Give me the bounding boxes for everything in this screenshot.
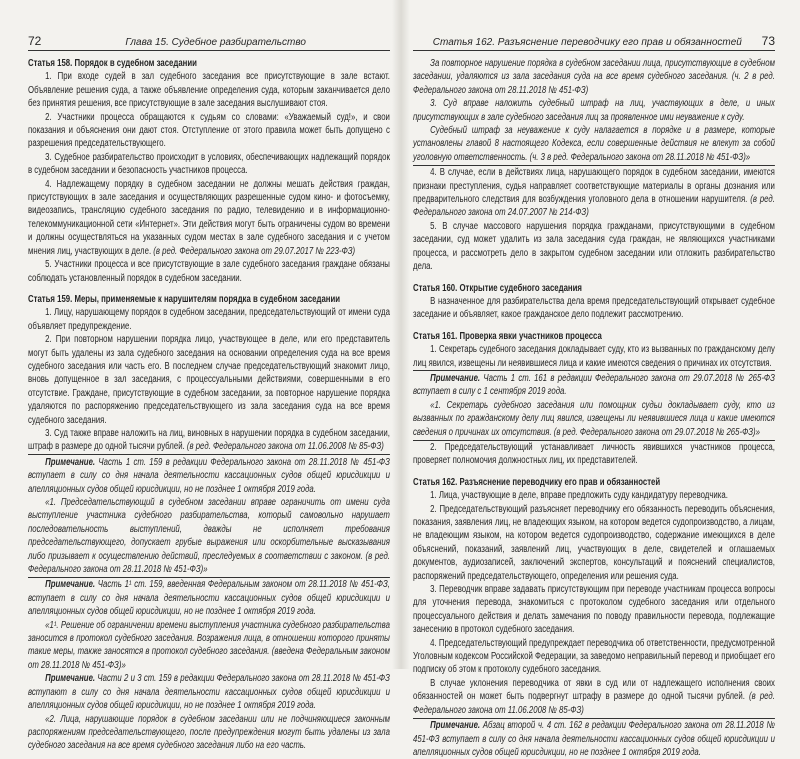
block-text: Статья 162. Разъяснение переводчику его прав и обязанностей xyxy=(413,476,661,488)
note xyxy=(413,719,775,759)
block-text: 3. Суд также вправе наложить на лиц, виновных в нарушении порядка в судебном заседании, штраф в размере до одной тысячи рублей. xyxy=(28,427,390,453)
paragraph xyxy=(413,343,775,370)
block-text: «1¹. Решение об ограничении времени выступления участника судебного разбирательства заносится в протокол судебного заседания. Возражения лица, в отношении которого приняты такие меры, также заносятся в протокол судебного заседания. (введена Федеральным законом от 28.11.2018 № 451-ФЗ)» xyxy=(28,619,390,671)
block-text: «2. Лица, нарушающие порядок в судебном заседании или не подчиняющиеся законным распоряжениям председательствующего, после предупреждения могут быть удалены из зала судебного заседания на все время судебного заседания либо на его часть. xyxy=(28,713,390,752)
amendment-reference: (в ред. Федерального закона от 29.07.2017 № 223-ФЗ) xyxy=(153,245,356,257)
block-text: В случае уклонения переводчика от явки в суд или от надлежащего исполнения своих обязанностей он может быть подвергнут штрафу в размере до одной тысячи рублей. xyxy=(413,677,775,703)
paragraph xyxy=(413,295,775,322)
block-text: 4. В случае, если в действиях лица, нарушающего порядок в судебном заседании, имеются признаки преступления, судья направляет соответствующие материалы в органы дознания или предварительного следствия для возбуждения уголовного дела в отношении нарушителя. xyxy=(413,167,775,206)
block-text: В назначенное для разбирательства дела время председательствующий открывает судебное заседание и объявляет, какое гражданское дело подлежит рассмотрению. xyxy=(413,295,775,321)
quoted-amendment xyxy=(413,124,775,166)
page-number: 73 xyxy=(761,34,775,48)
block-text: «1. Председательствующий в судебном заседании вправе ограничить от имени суда выступление участника судебного разбирательства, который самовольно нарушает последовательность выступлений, дважды не исполняет требования председательствующего, допускает грубые выражения или оскорбительные высказывания либо призывает к осуществлению действий, преследуемых в соответствии с законом. (в ред. Федерального закона от 28.11.2018 № 451-ФЗ)» xyxy=(28,497,390,576)
page-body xyxy=(28,57,390,753)
paragraph xyxy=(413,489,775,502)
quoted-amendment xyxy=(28,713,390,753)
block-text: «1. Секретарь судебного заседания или помощник судьи докладывает суду, кто из вызванных по гражданскому делу лиц явился, извещены ли неявившиеся лица и какие имеются сведения о причинах их отсутствия. (в ред. Федерального закона от 29.07.2018 № 265-ФЗ)» xyxy=(413,399,775,438)
paragraph xyxy=(28,333,390,427)
block-text: За повторное нарушение порядка в судебном заседании лица, присутствующие в судебном заседании, удаляются из зала заседания суда на все время судебного заседания. (ч. 2 в ред. Федерального закона от 28.11.2018 № 451-ФЗ) xyxy=(413,58,775,96)
amendment-reference: (в ред. Федерального закона от 11.06.2008 № 85-ФЗ) xyxy=(413,691,775,716)
book-gutter xyxy=(392,0,410,669)
block-text: Статья 161. Проверка явки участников процесса xyxy=(413,330,602,342)
block-text: 3. Переводчик вправе задавать присутствующим при переводе участникам процесса вопросы для уточнения перевода, знакомиться с протоколом судебного заседания или отдельного процессуального действия и делать замечания по поводу правильности перевода, подлежащие занесению в протокол судебного заседания. xyxy=(413,584,775,636)
amendment-reference: (в ред. Федерального закона от 11.06.2008 № 85-ФЗ) xyxy=(186,441,384,453)
block-text: 2. Председательствующий устанавливает личность явившихся участников процесса, проверяет полномочия должностных лиц, их представителей. xyxy=(413,441,775,467)
block-text: 3. Суд вправе наложить судебный штраф на лиц, участвующих в деле, и иных присутствующих в зале судебного заседания лиц за проявленное ими неуважение к суду. xyxy=(413,98,775,123)
paragraph xyxy=(413,637,775,677)
block-text: Статья 159. Меры, применяемые к нарушителям порядка в судебном заседании xyxy=(28,293,341,305)
quoted-amendment xyxy=(413,399,775,441)
paragraph xyxy=(28,70,390,110)
note xyxy=(413,370,775,399)
block-text: Судебный штраф за неуважение к суду налагается в порядке и в размере, которые установлены главой 8 настоящего Кодекса, если совершенные действия не влекут за собой уголовную ответственность. (ч. 3 в ред. Федерального закона от 28.11.2018 № 451-ФЗ)» xyxy=(413,125,775,163)
paragraph xyxy=(413,677,775,719)
article-heading xyxy=(413,282,775,295)
block-text: 5. Участники процесса и все присутствующие в зале судебного заседания граждане обязаны соблюдать установленный порядок в судебном заседании. xyxy=(28,259,390,284)
block-text: Части 2 и 3 ст. 159 в редакции Федерального закона от 28.11.2018 № 451-ФЗ вступают в силу со дня начала деятельности кассационных судов общей юрисдикции и апелляционных судов общей юрисдикции, но не позднее 1 октября 2019 года. xyxy=(28,673,390,712)
paragraph xyxy=(28,306,390,333)
paragraph xyxy=(413,503,775,583)
block-text: 1. Лица, участвующие в деле, вправе предложить суду кандидатуру переводчика. xyxy=(430,490,728,502)
paragraph xyxy=(28,151,390,178)
article-heading xyxy=(28,57,390,70)
amendment-reference: (в ред. Федерального закона от 24.07.2007 № 214-ФЗ) xyxy=(413,194,775,219)
article-heading xyxy=(28,293,390,306)
block-text: 2. При повторном нарушении порядка лицо, участвующее в деле, или его представитель могут быть удалены из зала судебного заседания на основании определения суда на все время судебного заседания или часть его. В последнем случае председательствующий знакомит лицо, вновь допущенное в зал заседания, с процессуальными действиями, совершенными в его отсутствие. Граждане, присутствующие в судебном заседании, за повторное нарушение порядка удаляются по распоряжению председательствующего из зала заседания суда на все время судебного заседания. xyxy=(28,334,390,426)
article-heading xyxy=(413,330,775,343)
block-text: Часть 1 ст. 159 в редакции Федерального закона от 28.11.2018 № 451-ФЗ вступает в силу со дня начала деятельности кассационных судов общей юрисдикции и апелляционных судов общей юрисдикции, но не позднее 1 октября 2019 года. xyxy=(28,456,390,495)
paragraph xyxy=(28,427,390,454)
paragraph xyxy=(28,258,390,285)
note xyxy=(28,672,390,712)
block-text: 3. Судебное разбирательство происходит в условиях, обеспечивающих надлежащий порядок в судебном заседании и безопасность участников процесса. xyxy=(28,151,390,177)
block-text: Статья 160. Открытие судебного заседания xyxy=(413,282,582,294)
block-text: Часть 1 ст. 161 в редакции Федерального закона от 29.07.2018 № 265-ФЗ вступает в силу с 1 сентября 2019 года. xyxy=(413,372,775,398)
paragraph xyxy=(28,178,390,258)
note-label: Примечание. xyxy=(45,456,96,468)
page-body xyxy=(413,57,775,759)
block-text: 1. При входе судей в зал судебного заседания все присутствующие в зале встают. Объявление решения суда, а также объявление определения суда, которым заканчивается дело без принятия решения, все присутствующие в зале заседания выслушивают стоя. xyxy=(28,71,390,110)
paragraph xyxy=(28,111,390,151)
running-head: Статья 162. Разъяснение переводчику его прав и обязанностей xyxy=(432,37,742,48)
article-heading xyxy=(413,476,775,489)
note xyxy=(28,578,390,618)
paragraph xyxy=(413,220,775,274)
block-text: Часть 1¹ ст. 159, введенная Федеральным законом от 28.11.2018 № 451-ФЗ, вступает в силу со дня начала деятельности кассационных судов общей юрисдикции и апелляционных судов общей юрисдикции, но не позднее 1 октября 2019 года. xyxy=(28,579,390,618)
quoted-amendment xyxy=(413,97,775,124)
note-label: Примечание. xyxy=(430,720,481,732)
block-text: 1. Лицу, нарушающему порядок в судебном заседании, председательствующий от имени суда объявляет предупреждение. xyxy=(28,307,390,332)
page-header xyxy=(413,34,775,51)
block-text: 5. В случае массового нарушения порядка гражданами, присутствующими в судебном заседании, суд может удалить из зала заседания суда граждан, не являющихся участниками процесса, и рассмотреть дело в закрытом судебном заседании или отложить разбирательство дела. xyxy=(413,220,775,273)
block-text: Абзац второй ч. 4 ст. 162 в редакции Федерального закона от 28.11.2018 № 451-ФЗ вступает в силу со дня начала деятельности кассационных судов общей юрисдикции и апелляционных судов общей юрисдикции, но не позднее 1 октября 2019 года. xyxy=(413,720,775,758)
page-number: 72 xyxy=(28,34,42,48)
note-label: Примечание. xyxy=(430,372,481,384)
page-header xyxy=(28,34,390,51)
quoted-amendment xyxy=(28,496,390,578)
note-label: Примечание. xyxy=(45,579,96,591)
block-text: 2. Председательствующий разъясняет переводчику его обязанность переводить объяснения, показания, заявления лиц, не владеющих языком, на котором ведется судопроизводство, а лицам, не владеющим языком, на котором ведется судопроизводство, содержание имеющихся в деле объяснений, показаний, заявлений лиц, участвующих в деле, свидетелей и оглашаемых документов, аудиозаписей, заключений экспертов, консультаций и пояснений специалистов, распоряжений председательствующего, определения или решения суда. xyxy=(413,503,775,582)
quoted-amendment xyxy=(413,57,775,97)
running-head: Глава 15. Судебное разбирательство xyxy=(125,37,306,48)
quoted-amendment xyxy=(28,619,390,673)
block-text: 1. Секретарь судебного заседания докладывает суду, кто из вызванных по гражданскому делу лиц явился, извещены ли неявившиеся лица и какие имеются сведения о причинах их отсутствия. xyxy=(413,344,775,369)
block-text: Статья 158. Порядок в судебном заседании xyxy=(28,58,197,69)
right-page xyxy=(413,34,775,759)
note xyxy=(28,454,390,496)
left-page xyxy=(28,34,390,753)
paragraph xyxy=(413,441,775,468)
note-label: Примечание. xyxy=(45,673,96,685)
paragraph xyxy=(413,583,775,637)
block-text: 4. Надлежащему порядку в судебном заседании не должны мешать действия граждан, присутствующих в зале заседания и осуществляющих разрешенные судом кино- и фотосъемку, видеозапись, трансляцию судебного заседания по радио, телевидению и в информационно-телекоммуникационной сети «Интернет». Эти действия могут быть ограничены судом во времени и должны осуществляться на указанных судом местах в зале судебного заседания и с учетом мнения лиц, участвующих в деле. xyxy=(28,178,390,257)
block-text: 2. Участники процесса обращаются к судьям со словами: «Уважаемый суд!», и свои показания и объяснения они дают стоя. Отступление от этого правила может быть допущено с разрешения председательствующего. xyxy=(28,111,390,150)
block-text: 4. Председательствующий предупреждает переводчика об ответственности, предусмотренной Уголовным кодексом Российской Федерации, за заведомо неправильный перевод и приобщает его подписку об этом к протоколу судебного заседания. xyxy=(413,637,775,676)
paragraph xyxy=(413,166,775,220)
